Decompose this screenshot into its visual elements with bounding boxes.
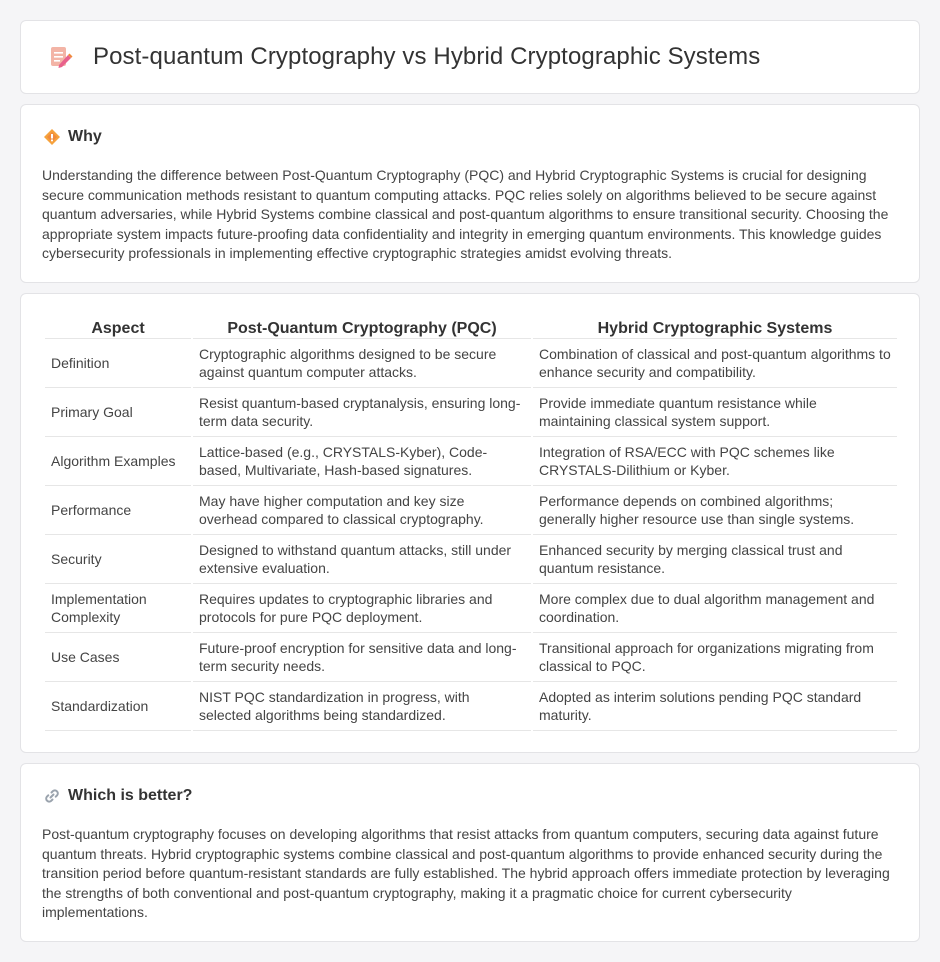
aspect-cell: Implementation Complexity (45, 584, 191, 633)
hybrid-cell: Performance depends on combined algorithms; generally higher resource use than single systems. (533, 486, 897, 535)
why-heading (43, 128, 102, 146)
table-row (45, 535, 897, 584)
pqc-cell: May have higher computation and key size overhead compared to classical cryptography. (193, 486, 531, 535)
better-heading (43, 787, 192, 805)
hybrid-cell: Integration of RSA/ECC with PQC schemes like CRYSTALS-Dilithium or Kyber. (533, 437, 897, 486)
aspect-cell: Standardization (45, 682, 191, 731)
aspect-cell: Performance (45, 486, 191, 535)
link-icon (43, 787, 61, 805)
why-title: Why (68, 128, 102, 145)
comparison-section (20, 293, 920, 753)
column-header-pqc: Post-Quantum Cryptography (PQC) (193, 314, 531, 339)
page-title: Post-quantum Cryptography vs Hybrid Cryptographic Systems (93, 43, 761, 70)
pqc-cell: Future-proof encryption for sensitive data and long-term security needs. (193, 633, 531, 682)
hybrid-cell: Transitional approach for organizations migrating from classical to PQC. (533, 633, 897, 682)
pqc-cell: Cryptographic algorithms designed to be secure against quantum computer attacks. (193, 339, 531, 388)
hybrid-cell: Combination of classical and post-quantum algorithms to enhance security and compatibility. (533, 339, 897, 388)
pqc-cell: Designed to withstand quantum attacks, still under extensive evaluation. (193, 535, 531, 584)
hybrid-cell: Enhanced security by merging classical trust and quantum resistance. (533, 535, 897, 584)
why-text: Understanding the difference between Post-Quantum Cryptography (PQC) and Hybrid Cryptographic Systems is crucial for designing secure communication methods resistant to quantum computing attacks. PQC relies solely on algorithms believed to be secure against quantum adversaries, while Hybrid Systems combine classical and post-quantum algorithms to ensure transitional security. Choosing the appropriate system impacts future-proofing data confidentiality and integrity in emerging quantum environments. This knowledge guides cybersecurity professionals in implementing effective cryptographic strategies amidst evolving threats. (42, 167, 889, 262)
pqc-cell: NIST PQC standardization in progress, with selected algorithms being standardized. (193, 682, 531, 731)
table-row (45, 486, 897, 535)
why-section (20, 104, 920, 283)
column-header-aspect: Aspect (45, 314, 191, 339)
aspect-cell: Algorithm Examples (45, 437, 191, 486)
table-row (45, 633, 897, 682)
document-edit-icon (47, 44, 73, 70)
which-is-better-section (20, 763, 920, 942)
hybrid-cell: Adopted as interim solutions pending PQC standard maturity. (533, 682, 897, 731)
table-row (45, 682, 897, 731)
comparison-table (43, 314, 899, 731)
column-header-hybrid: Hybrid Cryptographic Systems (533, 314, 897, 339)
pqc-cell: Resist quantum-based cryptanalysis, ensuring long-term data security. (193, 388, 531, 437)
pqc-cell: Requires updates to cryptographic libraries and protocols for pure PQC deployment. (193, 584, 531, 633)
table-row (45, 437, 897, 486)
better-title: Which is better? (68, 787, 193, 804)
table-row (45, 584, 897, 633)
pqc-cell: Lattice-based (e.g., CRYSTALS-Kyber), Code-based, Multivariate, Hash-based signatures. (193, 437, 531, 486)
aspect-cell: Primary Goal (45, 388, 191, 437)
hybrid-cell: More complex due to dual algorithm management and coordination. (533, 584, 897, 633)
aspect-cell: Definition (45, 339, 191, 388)
aspect-cell: Security (45, 535, 191, 584)
hybrid-cell: Provide immediate quantum resistance while maintaining classical system support. (533, 388, 897, 437)
table-row (45, 339, 897, 388)
table-row (45, 388, 897, 437)
diamond-icon (43, 128, 61, 146)
table-header-row (45, 314, 897, 339)
aspect-cell: Use Cases (45, 633, 191, 682)
better-text: Post-quantum cryptography focuses on developing algorithms that resist attacks from quantum computers, securing data against future quantum threats. Hybrid cryptographic systems combine classical and post-quantum algorithms to provide enhanced security during the transition period before quantum-resistant standards are fully established. The hybrid approach offers immediate protection by leveraging the strengths of both conventional and post-quantum cryptography, making it a pragmatic choice for current cybersecurity implementations. (42, 826, 890, 921)
header-card (20, 20, 920, 94)
